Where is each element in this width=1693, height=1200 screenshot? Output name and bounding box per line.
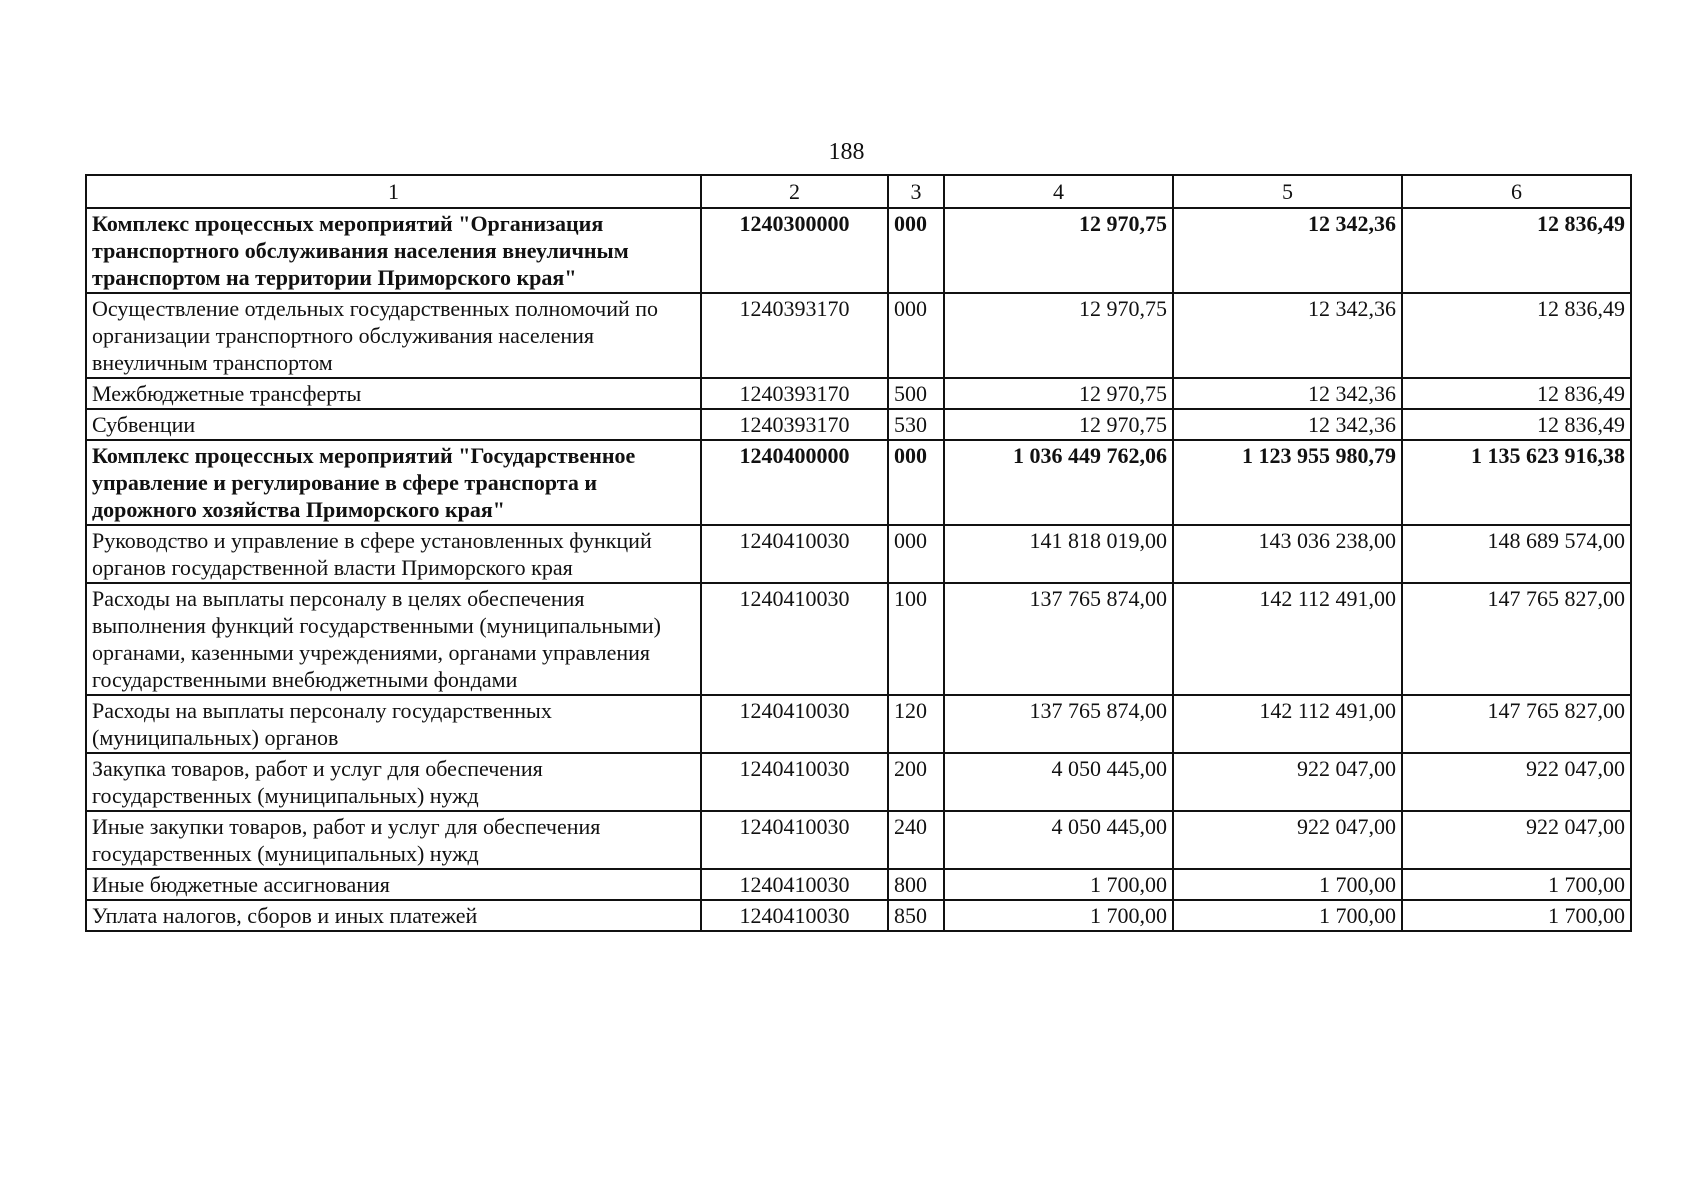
row-type-code-cell: 120 <box>888 695 944 753</box>
budget-table <box>85 174 1632 932</box>
table-row <box>86 900 1631 931</box>
row-code-cell: 1240400000 <box>701 440 888 525</box>
column-number-2: 2 <box>701 175 888 208</box>
row-amount-col4-cell: 4 050 445,00 <box>944 811 1173 869</box>
row-name-cell: Иные бюджетные ассигнования <box>86 869 701 900</box>
row-code-cell: 1240393170 <box>701 378 888 409</box>
row-amount-col6-cell: 12 836,49 <box>1402 208 1631 293</box>
row-amount-col4-cell: 12 970,75 <box>944 378 1173 409</box>
row-name-cell: Осуществление отдельных государственных полномочий по организации транспортного обслуживания населения внеуличным транспортом <box>86 293 701 378</box>
table-header <box>86 175 1631 208</box>
row-amount-col5-cell: 922 047,00 <box>1173 811 1402 869</box>
table-body <box>86 208 1631 931</box>
table-row <box>86 811 1631 869</box>
row-amount-col5-cell: 1 700,00 <box>1173 869 1402 900</box>
row-type-code-cell: 800 <box>888 869 944 900</box>
row-amount-col4-cell: 141 818 019,00 <box>944 525 1173 583</box>
row-type-code-cell: 000 <box>888 293 944 378</box>
table-row <box>86 208 1631 293</box>
row-type-code-cell: 850 <box>888 900 944 931</box>
row-code-cell: 1240410030 <box>701 583 888 695</box>
row-type-code-cell: 000 <box>888 440 944 525</box>
row-name-cell: Руководство и управление в сфере установленных функций органов государственной власти Приморского края <box>86 525 701 583</box>
row-type-code-cell: 200 <box>888 753 944 811</box>
row-code-cell: 1240393170 <box>701 409 888 440</box>
row-amount-col6-cell: 147 765 827,00 <box>1402 695 1631 753</box>
table-row <box>86 378 1631 409</box>
row-amount-col5-cell: 12 342,36 <box>1173 378 1402 409</box>
row-code-cell: 1240393170 <box>701 293 888 378</box>
row-amount-col6-cell: 12 836,49 <box>1402 378 1631 409</box>
row-code-cell: 1240410030 <box>701 695 888 753</box>
row-name-cell: Расходы на выплаты персоналу государственных (муниципальных) органов <box>86 695 701 753</box>
row-amount-col6-cell: 922 047,00 <box>1402 753 1631 811</box>
table-row <box>86 753 1631 811</box>
row-type-code-cell: 000 <box>888 208 944 293</box>
row-amount-col6-cell: 1 700,00 <box>1402 869 1631 900</box>
row-type-code-cell: 100 <box>888 583 944 695</box>
row-code-cell: 1240410030 <box>701 900 888 931</box>
row-amount-col6-cell: 922 047,00 <box>1402 811 1631 869</box>
row-type-code-cell: 530 <box>888 409 944 440</box>
row-name-cell: Расходы на выплаты персоналу в целях обеспечения выполнения функций государственными (муниципальными) органами, казенными учреждениями, органами управления государственными внебюджетными фондами <box>86 583 701 695</box>
row-amount-col6-cell: 147 765 827,00 <box>1402 583 1631 695</box>
column-number-4: 4 <box>944 175 1173 208</box>
table-row <box>86 695 1631 753</box>
table-row <box>86 869 1631 900</box>
table-row <box>86 409 1631 440</box>
row-amount-col6-cell: 12 836,49 <box>1402 293 1631 378</box>
row-type-code-cell: 240 <box>888 811 944 869</box>
row-type-code-cell: 500 <box>888 378 944 409</box>
table-row <box>86 583 1631 695</box>
row-amount-col6-cell: 12 836,49 <box>1402 409 1631 440</box>
table-row <box>86 293 1631 378</box>
column-number-1: 1 <box>86 175 701 208</box>
table-row <box>86 440 1631 525</box>
row-amount-col5-cell: 142 112 491,00 <box>1173 695 1402 753</box>
row-amount-col6-cell: 1 700,00 <box>1402 900 1631 931</box>
row-amount-col6-cell: 148 689 574,00 <box>1402 525 1631 583</box>
column-number-6: 6 <box>1402 175 1631 208</box>
row-name-cell: Закупка товаров, работ и услуг для обеспечения государственных (муниципальных) нужд <box>86 753 701 811</box>
row-amount-col4-cell: 137 765 874,00 <box>944 583 1173 695</box>
row-name-cell: Субвенции <box>86 409 701 440</box>
row-amount-col5-cell: 12 342,36 <box>1173 293 1402 378</box>
row-name-cell: Комплекс процессных мероприятий "Государственное управление и регулирование в сфере транспорта и дорожного хозяйства Приморского края" <box>86 440 701 525</box>
row-amount-col5-cell: 12 342,36 <box>1173 409 1402 440</box>
row-amount-col4-cell: 137 765 874,00 <box>944 695 1173 753</box>
row-amount-col4-cell: 12 970,75 <box>944 293 1173 378</box>
row-amount-col4-cell: 4 050 445,00 <box>944 753 1173 811</box>
row-code-cell: 1240410030 <box>701 811 888 869</box>
row-amount-col4-cell: 12 970,75 <box>944 208 1173 293</box>
row-amount-col5-cell: 922 047,00 <box>1173 753 1402 811</box>
row-amount-col5-cell: 142 112 491,00 <box>1173 583 1402 695</box>
row-amount-col4-cell: 1 700,00 <box>944 869 1173 900</box>
row-amount-col4-cell: 12 970,75 <box>944 409 1173 440</box>
row-name-cell: Межбюджетные трансферты <box>86 378 701 409</box>
row-amount-col6-cell: 1 135 623 916,38 <box>1402 440 1631 525</box>
row-amount-col4-cell: 1 700,00 <box>944 900 1173 931</box>
row-code-cell: 1240300000 <box>701 208 888 293</box>
column-number-5: 5 <box>1173 175 1402 208</box>
column-number-3: 3 <box>888 175 944 208</box>
row-name-cell: Иные закупки товаров, работ и услуг для обеспечения государственных (муниципальных) нужд <box>86 811 701 869</box>
row-amount-col5-cell: 12 342,36 <box>1173 208 1402 293</box>
row-code-cell: 1240410030 <box>701 525 888 583</box>
row-amount-col5-cell: 1 123 955 980,79 <box>1173 440 1402 525</box>
row-amount-col5-cell: 143 036 238,00 <box>1173 525 1402 583</box>
row-amount-col5-cell: 1 700,00 <box>1173 900 1402 931</box>
row-code-cell: 1240410030 <box>701 753 888 811</box>
header-row <box>86 175 1631 208</box>
row-name-cell: Комплекс процессных мероприятий "Организация транспортного обслуживания населения внеуличным транспортом на территории Приморского края" <box>86 208 701 293</box>
table-row <box>86 525 1631 583</box>
row-code-cell: 1240410030 <box>701 869 888 900</box>
row-name-cell: Уплата налогов, сборов и иных платежей <box>86 900 701 931</box>
row-amount-col4-cell: 1 036 449 762,06 <box>944 440 1173 525</box>
page-number: 188 <box>828 139 865 165</box>
row-type-code-cell: 000 <box>888 525 944 583</box>
